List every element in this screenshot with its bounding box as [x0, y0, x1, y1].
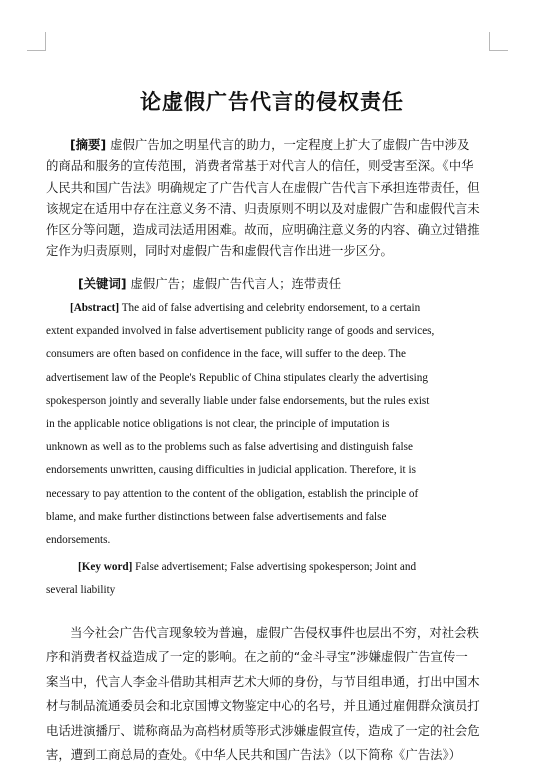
keywords-en-line: several liability — [46, 584, 116, 597]
abstract-en-label: [Abstract] — [70, 302, 120, 314]
body-line: 当今社会广告代言现象较为普遍，虚假广告侵权事件也层出不穷，对社会秩 — [70, 625, 479, 640]
body-line: 害，遭到工商总局的查处。《中华人民共和国广告法》（以下简称《广告法》） — [46, 747, 462, 763]
body-paragraph — [46, 621, 498, 767]
abstract-zh-line: 人民共和国广告法》明确规定了广告代言人在虚假广告代言下承担连带责任，但 — [46, 179, 480, 195]
abstract-zh-line: 定作为归责原则，同时对虚假广告和虚假代言作出进一步区分。 — [46, 243, 393, 259]
page-title: 论虚假广告代言的侵权责任 — [140, 90, 404, 114]
keywords-zh — [46, 273, 498, 294]
abstract-en-line: blame, and make further distinctions between false advertisements and false — [46, 510, 387, 523]
abstract-zh-line: 该规定在适用中存在注意义务不清、归责原则不明以及对虚假广告和虚假代言未 — [46, 200, 480, 216]
keywords-en-line: [Key word] False advertisement; False advertising spokesperson; Joint and — [78, 561, 417, 573]
body-line: 材与制品流通委员会和北京国博文物鉴定中心的名号，并且通过雇佣群众演员打 — [46, 698, 480, 714]
keywords-en — [46, 556, 498, 602]
abstract-en-line: [Abstract] The aid of false advertising and celebrity endorsement, to a certain — [70, 302, 421, 314]
abstract-en-line: advertisement law of the People's Republic of China stipulates clearly the advertising — [46, 371, 428, 384]
body-line: 电话进演播厅、谎称商品为高档材质等形式涉嫌虚假宣传，造成了一定的社会危 — [46, 722, 480, 738]
abstract-en-line: endorsements unwritten, causing difficulties in judicial application. Therefore, it is — [46, 464, 416, 477]
abstract-en-line: extent expanded involved in false advertisement publicity range of goods and services, — [46, 325, 435, 338]
crop-mark-top-left — [27, 32, 46, 51]
abstract-zh-line: 的商品和服务的宣传范围，消费者常基于对代言人的信任，则受害至深。《中华 — [46, 158, 474, 174]
abstract-zh — [46, 134, 498, 262]
keywords-zh-line: [关键词] 虚假广告；虚假广告代言人；连带责任 — [78, 276, 342, 291]
abstract-zh-line: 作区分等问题，造成司法适用困难。故而，应明确注意义务的内容、确立过错推 — [46, 222, 480, 238]
keywords-zh-label: [关键词] — [78, 276, 127, 291]
body-line: 序和消费者权益造成了一定的影响。在之前的“金斗寻宝”涉嫌虚假广告宣传一 — [46, 649, 468, 665]
body-line: 案当中，代言人李金斗借助其相声艺术大师的身份，与节目组串通，打出中国木 — [46, 673, 480, 689]
abstract-en-line: necessary to pay attention to the content of the obligation, establish the principle of — [46, 487, 419, 500]
abstract-en-line: endorsements. — [46, 534, 111, 547]
abstract-zh-label: [摘要] — [70, 137, 107, 152]
abstract-en — [46, 297, 498, 552]
keywords-en-label: [Key word] — [78, 561, 133, 573]
abstract-en-line: unknown as well as to the problems such as false advertising and distinguish false — [46, 441, 413, 454]
crop-mark-top-right — [489, 32, 508, 51]
abstract-en-line: spokesperson jointly and severally liable under false endorsements, but the rules exist — [46, 394, 430, 407]
abstract-en-line: in the applicable notice obligations is not clear, the principle of imputation is — [46, 418, 390, 431]
abstract-en-line: consumers are often based on confidence in the face, will suffer to the deep. The — [46, 348, 406, 361]
abstract-zh-line: [摘要] 虚假广告加之明星代言的助力，一定程度上扩大了虚假广告中涉及 — [70, 137, 470, 152]
